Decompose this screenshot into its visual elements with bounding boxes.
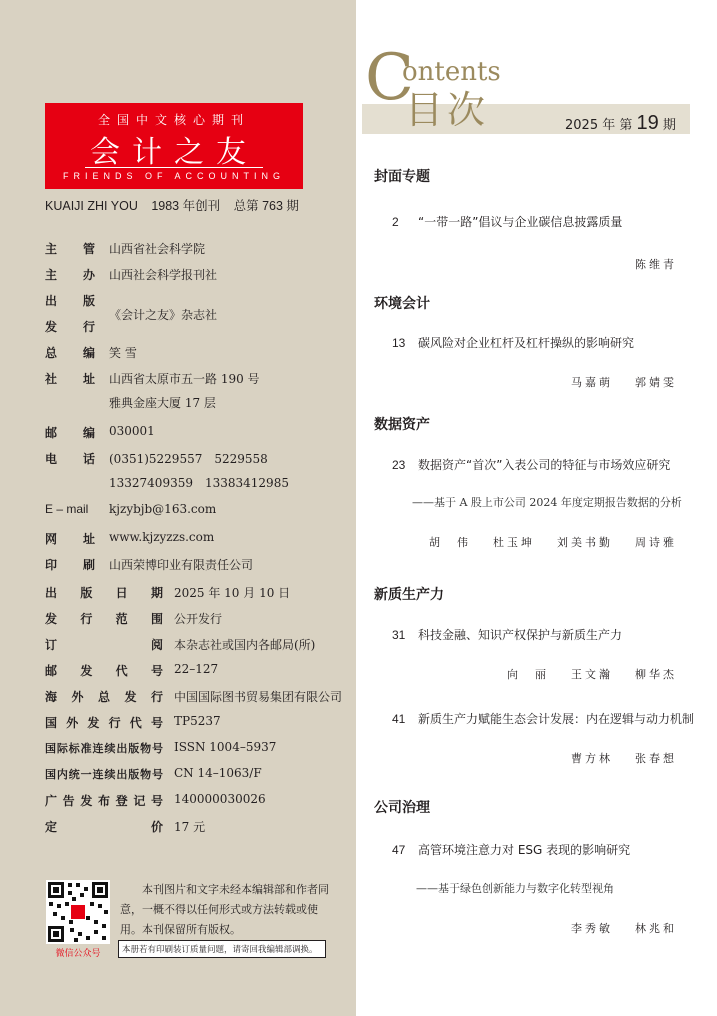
masthead-value: (0351)5229557 5229558 — [109, 452, 268, 466]
qr-caption: 微信公众号 — [55, 949, 101, 959]
article-title: 碳风险对企业杠杆及杠杆操纵的影响研究 — [418, 336, 635, 350]
issue-suffix: 期 — [662, 118, 676, 133]
author: 张春想 — [635, 752, 677, 765]
article-entry[interactable] — [392, 334, 682, 351]
author: 李秀敏 — [571, 922, 613, 935]
masthead-label: 定价 — [45, 820, 163, 834]
masthead-value: 17 元 — [174, 820, 206, 834]
article-page: 41 — [392, 712, 406, 726]
article-entry[interactable] — [392, 841, 682, 858]
author: 胡 伟 — [429, 536, 471, 549]
masthead-label: 主办 — [45, 268, 95, 282]
masthead-label: 主管 — [45, 242, 95, 256]
article-entry[interactable] — [392, 626, 682, 643]
masthead-value: TP5237 — [174, 714, 221, 728]
masthead-value: 中国国际图书贸易集团有限公司 — [174, 690, 343, 704]
article-page: 13 — [392, 336, 406, 350]
quality-notice: 本册若有印刷装订质量问题，请寄回我编辑部调换。 — [118, 940, 326, 958]
author: 向 丽 — [507, 668, 549, 681]
copyright-notice: 本刊图片和文字未经本编辑部和作者同意，一概不得以任何形式或方法转载或使用。本刊保留所有版权。 — [120, 883, 329, 936]
masthead-value: 13327409359 13383412985 — [109, 476, 289, 490]
article-authors — [485, 666, 677, 682]
author: 陈维青 — [635, 258, 677, 271]
masthead-value: 山西省太原市五一路 190 号 — [109, 372, 260, 386]
masthead-value: 22–127 — [174, 662, 219, 676]
author: 刘美书勤 — [557, 536, 613, 549]
masthead-label: 总编 — [45, 346, 95, 360]
author: 曹方林 — [571, 752, 613, 765]
masthead-label: 出版日期 — [45, 586, 163, 600]
masthead-value: kjzybjb@163.com — [109, 502, 217, 516]
masthead-label: 网址 — [45, 532, 95, 546]
author: 周诗雅 — [635, 536, 677, 549]
masthead-value: 山西社会科学报刊社 — [109, 268, 218, 282]
contents-heading-initial: C — [365, 41, 414, 115]
masthead-label: 邮发代号 — [45, 664, 163, 678]
contents-heading-en: ontents — [402, 57, 501, 87]
masthead-value: CN 14–1063/F — [174, 766, 262, 780]
author: 王文瀚 — [571, 668, 613, 681]
issue-number: 19 — [636, 112, 659, 134]
masthead-value: 《会计之友》杂志社 — [109, 308, 218, 322]
journal-title-en: FRIENDS OF ACCOUNTING — [62, 171, 285, 181]
article-page: 2 — [392, 215, 399, 229]
journal-total-issue: 总第 763 期 — [233, 199, 299, 213]
masthead-value: 140000030026 — [174, 792, 266, 806]
masthead-label: 出版 — [45, 294, 95, 308]
article-title: 新质生产力赋能生态会计发展：内在逻辑与动力机制 — [418, 712, 695, 726]
section-title: 数据资产 — [374, 417, 430, 433]
masthead-label: 国内统一连续出版物号 — [45, 768, 163, 781]
author: 林兆和 — [635, 922, 677, 935]
masthead-label: 国外发行代号 — [45, 716, 163, 730]
article-page: 47 — [392, 843, 406, 857]
masthead-label: 电话 — [45, 452, 95, 466]
contents-heading-cn: 目次 — [405, 88, 490, 132]
article-entry[interactable] — [392, 710, 695, 727]
masthead-label: 发行范围 — [45, 612, 163, 626]
masthead-label: 海外总发行 — [45, 690, 163, 704]
masthead-value: ISSN 1004–5937 — [174, 740, 277, 754]
masthead-label: 邮编 — [45, 426, 95, 440]
masthead-value: www.kjzyzzs.com — [109, 530, 215, 544]
logo-divider — [85, 167, 263, 168]
author: 杜玉坤 — [493, 536, 535, 549]
journal-tagline: 全国中文核心期刊 — [97, 113, 250, 127]
masthead-label: E – mail — [45, 502, 89, 516]
masthead-label: 订阅 — [45, 638, 163, 652]
journal-info-line — [45, 196, 309, 214]
masthead-panel — [0, 0, 356, 1016]
section-title: 新质生产力 — [374, 587, 444, 603]
masthead-value: 030001 — [109, 424, 155, 438]
masthead-label: 社址 — [45, 372, 95, 386]
article-entry[interactable] — [392, 213, 682, 230]
masthead-value: 2025 年 10 月 10 日 — [174, 586, 291, 600]
masthead-label: 国际标准连续出版物号 — [45, 742, 163, 755]
article-title: 科技金融、知识产权保护与新质生产力 — [418, 628, 623, 642]
article-title: 数据资产“首次”入表公司的特征与市场效应研究 — [418, 458, 671, 472]
section-title: 封面专题 — [374, 169, 430, 185]
article-page: 23 — [392, 458, 406, 472]
wechat-qr-code[interactable] — [46, 880, 110, 944]
article-title: “一带一路”倡议与企业碳信息披露质量 — [418, 215, 623, 229]
issue-label — [565, 112, 676, 135]
masthead-value: 笑 雪 — [109, 346, 137, 360]
article-page: 31 — [392, 628, 406, 642]
article-authors — [549, 920, 677, 936]
article-authors — [549, 750, 677, 766]
journal-logo — [45, 103, 303, 189]
masthead-label: 发行 — [45, 320, 95, 334]
journal-pinyin: KUAIJI ZHI YOU — [45, 199, 138, 213]
article-authors — [407, 534, 677, 550]
masthead-label: 印刷 — [45, 558, 95, 572]
author: 郭婧雯 — [635, 376, 677, 389]
journal-founded: 1983 年创刊 — [151, 199, 221, 213]
issue-year: 2025 年 第 — [565, 118, 633, 133]
article-entry[interactable] — [392, 456, 682, 473]
masthead-value: 公开发行 — [174, 612, 223, 626]
section-title: 公司治理 — [374, 800, 430, 816]
journal-title: 会计之友 — [90, 135, 258, 170]
section-title: 环境会计 — [374, 296, 430, 312]
article-title: 高管环境注意力对 ESG 表现的影响研究 — [418, 843, 631, 857]
masthead-value: 雅典金座大厦 17 层 — [109, 396, 216, 410]
masthead-value: 山西荣博印业有限责任公司 — [109, 558, 254, 572]
article-subtitle: ——基于 A 股上市公司 2024 年度定期报告数据的分析 — [412, 496, 682, 509]
article-authors — [549, 374, 677, 390]
author: 柳华杰 — [635, 668, 677, 681]
article-subtitle: ——基于绿色创新能力与数字化转型视角 — [416, 882, 614, 895]
author: 马嘉萌 — [571, 376, 613, 389]
article-authors — [613, 256, 677, 272]
masthead-value: 本杂志社或国内各邮局(所) — [174, 638, 316, 652]
masthead-value: 山西省社会科学院 — [109, 242, 206, 256]
masthead-label: 广告发布登记号 — [45, 794, 163, 808]
